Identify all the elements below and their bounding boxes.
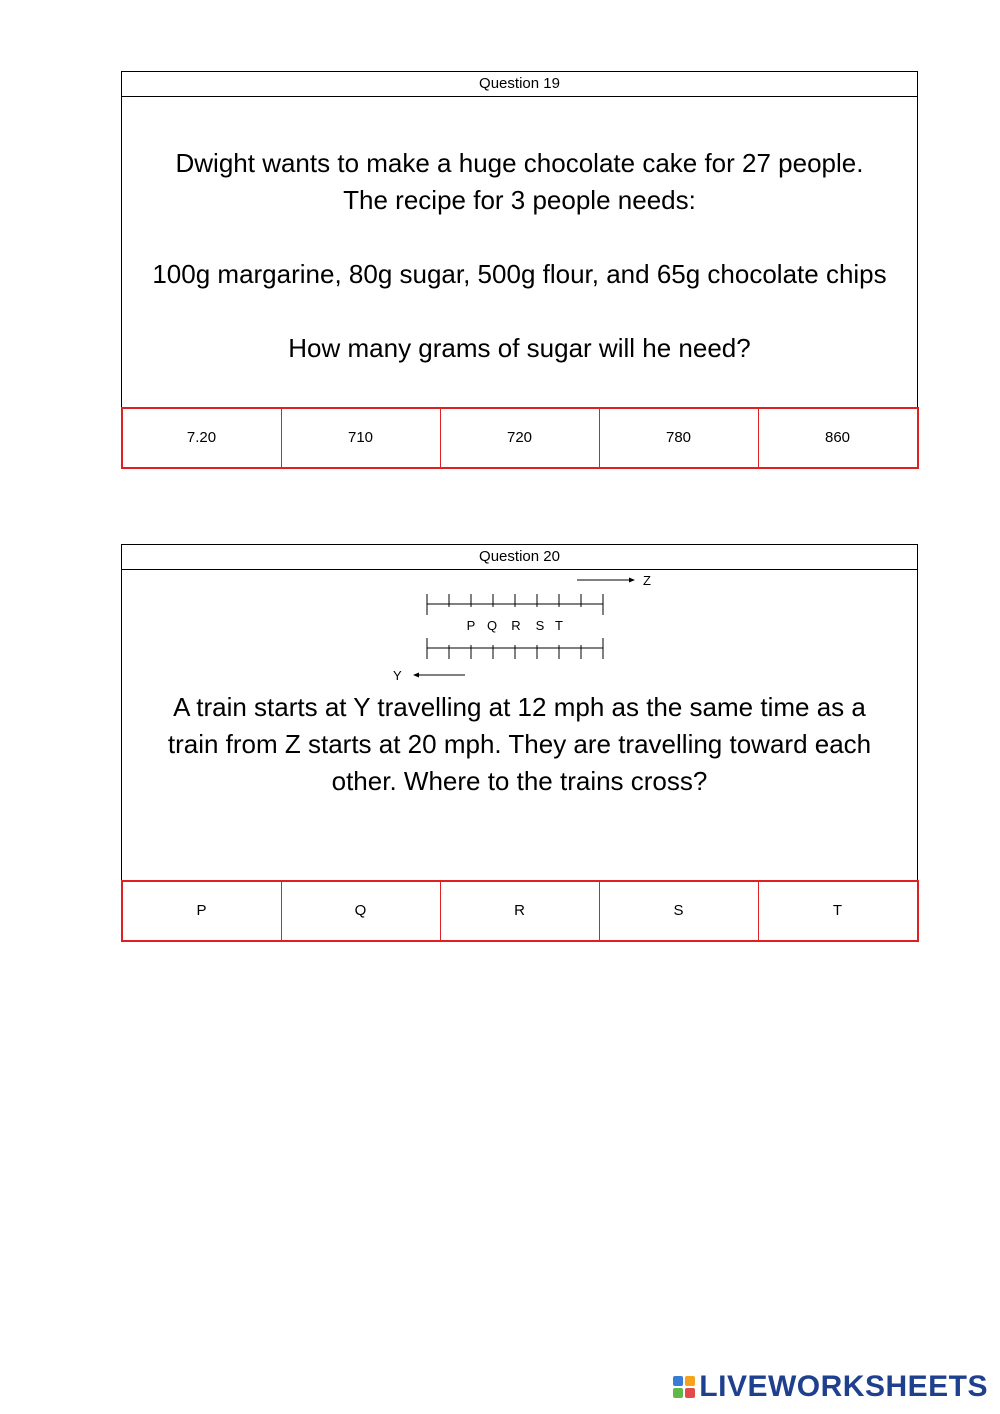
question-19-line-2: The recipe for 3 people needs:: [343, 185, 696, 215]
answer-option-2[interactable]: 710: [282, 409, 441, 467]
label-y: Y: [393, 668, 402, 683]
answer-option-5[interactable]: 860: [824, 429, 851, 446]
train-track-diagram: [122, 570, 919, 685]
question-20-options: [121, 880, 919, 942]
z-arrow-head: [629, 578, 635, 583]
brand-name: LIVEWORKSHEETS: [699, 1370, 988, 1403]
logo-square-4: [685, 1388, 695, 1398]
question-20-body: [122, 570, 917, 879]
question-19-line-3: 100g margarine, 80g sugar, 500g flour, and 65g chocolate chips: [152, 259, 887, 289]
question-19-line-1: Dwight wants to make a huge chocolate cake for 27 people.: [175, 148, 864, 178]
question-19-line-4: How many grams of sugar will he need?: [288, 333, 751, 363]
answer-option-q[interactable]: Q: [282, 882, 441, 940]
question-19-text: [122, 97, 917, 367]
answer-option-1[interactable]: 7.20: [123, 409, 282, 467]
answer-option-t[interactable]: T: [832, 902, 843, 919]
answer-option-s[interactable]: S: [600, 882, 759, 940]
question-20-header: Question 20: [122, 545, 917, 570]
logo-square-1: [673, 1376, 683, 1386]
question-19-options: [121, 407, 919, 469]
track-letter-t: T: [555, 618, 563, 633]
question-19-header: Question 19: [122, 72, 917, 97]
answer-option-3[interactable]: 720: [441, 409, 600, 467]
liveworksheets-logo-icon: [673, 1376, 695, 1398]
question-19-card: [121, 71, 918, 468]
track-letter-q: Q: [486, 618, 498, 633]
liveworksheets-brand: [673, 1370, 988, 1404]
track-letter-s: S: [535, 618, 545, 633]
answer-option-p[interactable]: P: [123, 882, 282, 940]
lower-track: [427, 638, 603, 659]
logo-square-2: [685, 1376, 695, 1386]
track-letter-p: P: [466, 618, 476, 633]
track-letters: [467, 618, 563, 633]
answer-option-4[interactable]: 780: [600, 409, 759, 467]
question-20-card: [121, 544, 918, 941]
answer-option-r[interactable]: R: [441, 882, 600, 940]
logo-square-3: [673, 1388, 683, 1398]
question-20-text: [122, 689, 917, 800]
track-letter-r: R: [511, 618, 521, 633]
upper-track: [427, 594, 603, 615]
question-20-line-2: train from Z starts at 20 mph. They are travelling toward each: [167, 729, 872, 759]
question-19-body: [122, 97, 917, 406]
question-20-line-3: other. Where to the trains cross?: [331, 766, 708, 796]
question-20-line-1: A train starts at Y travelling at 12 mph as the same time as a: [173, 692, 866, 722]
label-z: Z: [643, 573, 651, 588]
